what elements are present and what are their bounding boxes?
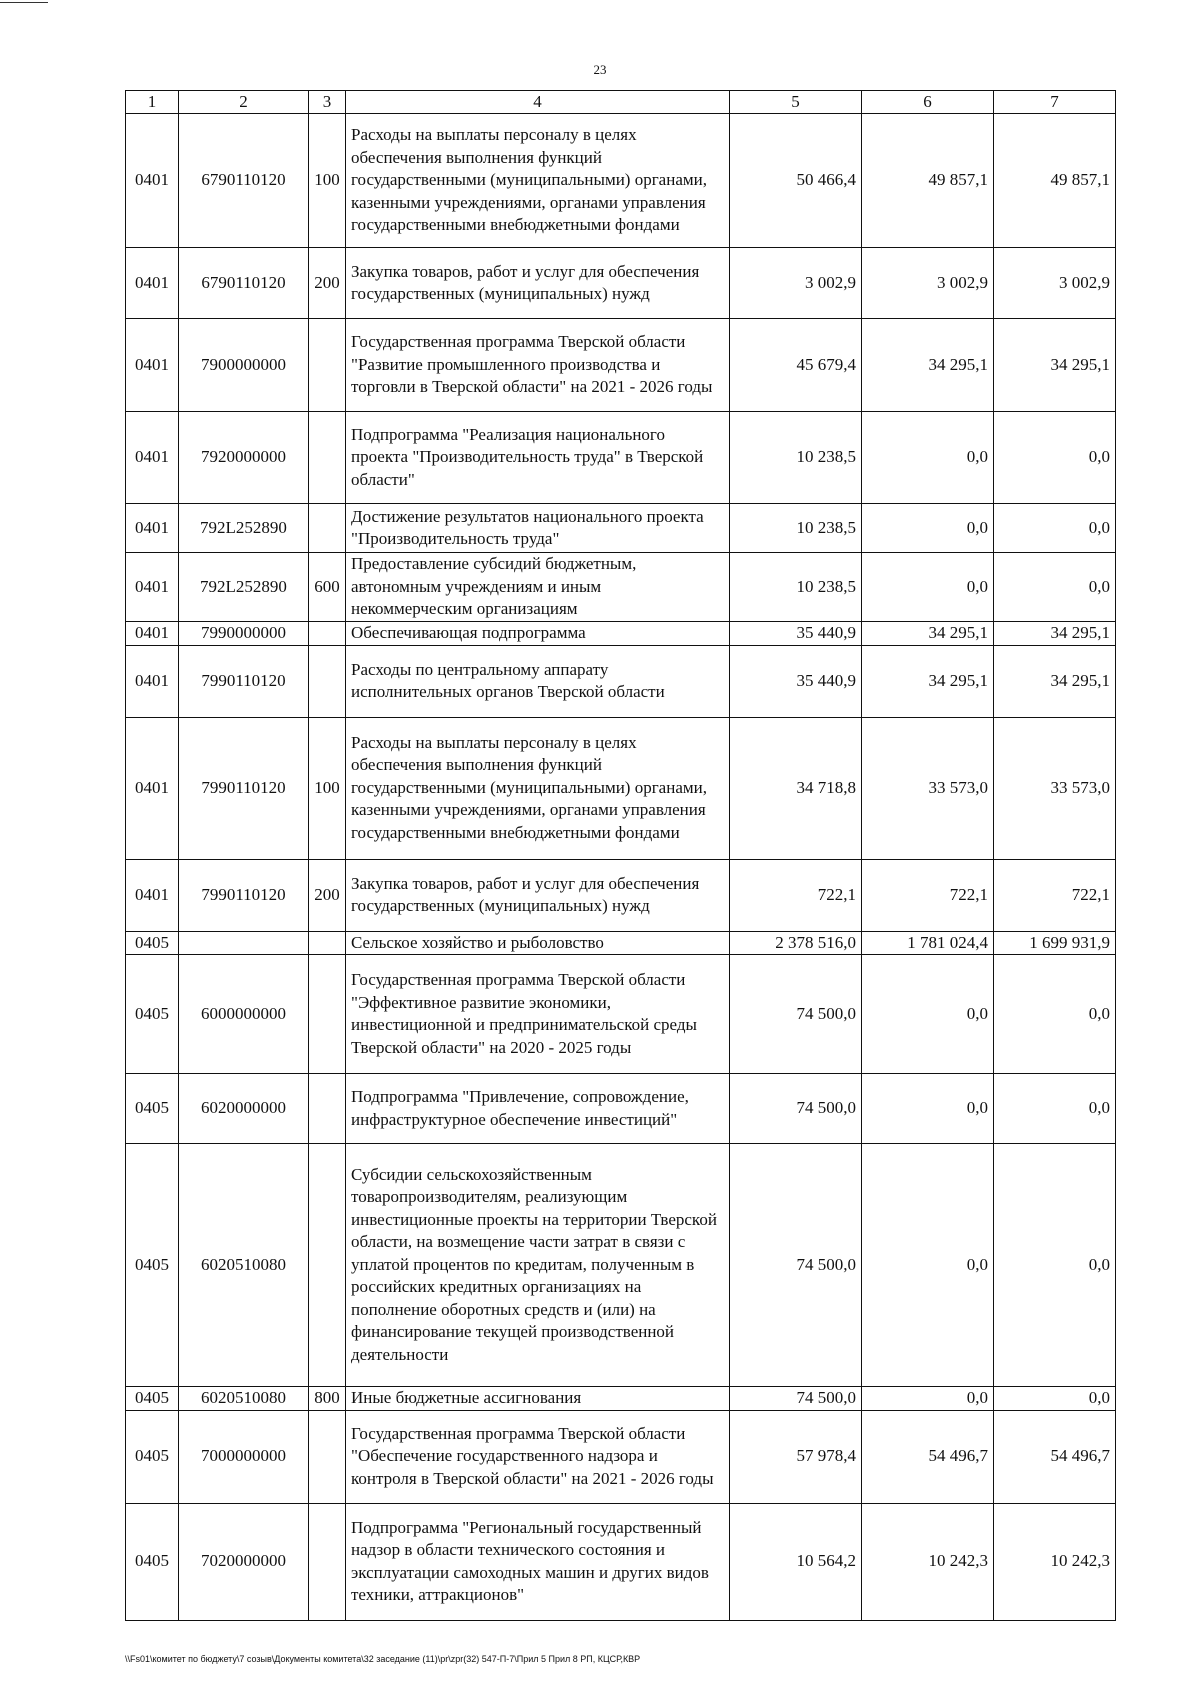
amount-col-5: 10 238,5 — [730, 504, 862, 553]
amount-col-7: 0,0 — [994, 1387, 1116, 1411]
amount-col-6: 34 295,1 — [862, 645, 994, 717]
amount-col-6: 49 857,1 — [862, 114, 994, 248]
column-header-3: 3 — [309, 91, 346, 114]
amount-col-7: 33 573,0 — [994, 717, 1116, 859]
table-row — [126, 955, 1116, 1074]
amount-col-6: 0,0 — [862, 1144, 994, 1387]
amount-col-6: 0,0 — [862, 553, 994, 622]
expense-type-code — [309, 931, 346, 955]
amount-col-5: 2 378 516,0 — [730, 931, 862, 955]
table-row — [126, 1387, 1116, 1411]
expense-type-code — [309, 319, 346, 412]
amount-col-7: 34 295,1 — [994, 319, 1116, 412]
amount-col-7: 0,0 — [994, 1144, 1116, 1387]
amount-col-7: 34 295,1 — [994, 645, 1116, 717]
section-code: 0405 — [126, 1074, 179, 1144]
amount-col-5: 74 500,0 — [730, 1387, 862, 1411]
row-description: Расходы на выплаты персоналу в целях обеспечения выполнения функций государственными (муниципальными) органами, казенными учреждениями, органами управления государственными внебюджетными фондами — [346, 717, 730, 859]
section-code: 0401 — [126, 645, 179, 717]
column-header-4: 4 — [346, 91, 730, 114]
amount-col-6: 10 242,3 — [862, 1503, 994, 1620]
footer-file-path: \\Fs01\комитет по бюджету\7 созыв\Документы комитета\32 заседание (11)\pr\zpr(32) 547-П-7\Прил 5 Прил 8 РП, КЦСР,КВР — [125, 1654, 641, 1664]
target-code: 6790110120 — [179, 114, 309, 248]
amount-col-7: 0,0 — [994, 504, 1116, 553]
expense-type-code: 800 — [309, 1387, 346, 1411]
amount-col-7: 0,0 — [994, 553, 1116, 622]
amount-col-6: 0,0 — [862, 412, 994, 504]
row-description: Закупка товаров, работ и услуг для обеспечения государственных (муниципальных) нужд — [346, 248, 730, 319]
amount-col-5: 57 978,4 — [730, 1410, 862, 1503]
row-description: Обеспечивающая подпрограмма — [346, 622, 730, 646]
amount-col-5: 74 500,0 — [730, 1074, 862, 1144]
amount-col-6: 34 295,1 — [862, 319, 994, 412]
amount-col-5: 35 440,9 — [730, 645, 862, 717]
section-code: 0401 — [126, 717, 179, 859]
target-code: 7990110120 — [179, 645, 309, 717]
table-row — [126, 412, 1116, 504]
expense-type-code — [309, 1144, 346, 1387]
column-header-7: 7 — [994, 91, 1116, 114]
table-row — [126, 504, 1116, 553]
amount-col-5: 10 564,2 — [730, 1503, 862, 1620]
table-row — [126, 622, 1116, 646]
section-code: 0401 — [126, 319, 179, 412]
amount-col-6: 3 002,9 — [862, 248, 994, 319]
amount-col-7: 0,0 — [994, 955, 1116, 1074]
section-code: 0405 — [126, 1144, 179, 1387]
expense-type-code: 200 — [309, 859, 346, 931]
table-row — [126, 1074, 1116, 1144]
row-description: Иные бюджетные ассигнования — [346, 1387, 730, 1411]
row-description: Закупка товаров, работ и услуг для обеспечения государственных (муниципальных) нужд — [346, 859, 730, 931]
amount-col-7: 1 699 931,9 — [994, 931, 1116, 955]
target-code: 7990000000 — [179, 622, 309, 646]
amount-col-7: 0,0 — [994, 1074, 1116, 1144]
column-header-2: 2 — [179, 91, 309, 114]
expense-type-code: 600 — [309, 553, 346, 622]
expense-type-code — [309, 622, 346, 646]
section-code: 0405 — [126, 1387, 179, 1411]
target-code: 6000000000 — [179, 955, 309, 1074]
section-code: 0401 — [126, 622, 179, 646]
amount-col-7: 54 496,7 — [994, 1410, 1116, 1503]
table-row — [126, 1503, 1116, 1620]
amount-col-6: 1 781 024,4 — [862, 931, 994, 955]
target-code: 792L252890 — [179, 553, 309, 622]
amount-col-5: 74 500,0 — [730, 1144, 862, 1387]
target-code: 7000000000 — [179, 1410, 309, 1503]
amount-col-5: 3 002,9 — [730, 248, 862, 319]
amount-col-6: 0,0 — [862, 1387, 994, 1411]
amount-col-6: 0,0 — [862, 504, 994, 553]
row-description: Государственная программа Тверской области "Развитие промышленного производства и торговли в Тверской области" на 2021 - 2026 годы — [346, 319, 730, 412]
expense-type-code — [309, 1503, 346, 1620]
section-code: 0405 — [126, 1503, 179, 1620]
amount-col-7: 10 242,3 — [994, 1503, 1116, 1620]
expense-type-code: 200 — [309, 248, 346, 319]
amount-col-5: 10 238,5 — [730, 553, 862, 622]
amount-col-5: 45 679,4 — [730, 319, 862, 412]
table-row — [126, 859, 1116, 931]
column-header-1: 1 — [126, 91, 179, 114]
section-code: 0401 — [126, 412, 179, 504]
column-header-6: 6 — [862, 91, 994, 114]
amount-col-6: 722,1 — [862, 859, 994, 931]
target-code: 6020000000 — [179, 1074, 309, 1144]
expense-type-code: 100 — [309, 717, 346, 859]
section-code: 0405 — [126, 1410, 179, 1503]
amount-col-6: 0,0 — [862, 955, 994, 1074]
row-description: Подпрограмма "Региональный государственный надзор в области технического состояния и эксплуатации самоходных машин и других видов техники, аттракционов" — [346, 1503, 730, 1620]
corner-scan-mark — [0, 2, 48, 3]
row-description: Субсидии сельскохозяйственным товаропроизводителям, реализующим инвестиционные проекты на территории Тверской области, на возмещение части затрат в связи с уплатой процентов по кредитам, полученным в российских кредитных организациях на пополнение оборотных средств и (или) на финансирование текущей производственной деятельности — [346, 1144, 730, 1387]
target-code — [179, 931, 309, 955]
section-code: 0405 — [126, 931, 179, 955]
target-code: 6020510080 — [179, 1144, 309, 1387]
amount-col-6: 0,0 — [862, 1074, 994, 1144]
amount-col-7: 34 295,1 — [994, 622, 1116, 646]
table-row — [126, 645, 1116, 717]
amount-col-6: 34 295,1 — [862, 622, 994, 646]
row-description: Государственная программа Тверской области "Обеспечение государственного надзора и контроля в Тверской области" на 2021 - 2026 годы — [346, 1410, 730, 1503]
page-number: 23 — [593, 62, 607, 77]
amount-col-6: 54 496,7 — [862, 1410, 994, 1503]
column-header-5: 5 — [730, 91, 862, 114]
amount-col-5: 35 440,9 — [730, 622, 862, 646]
expense-type-code: 100 — [309, 114, 346, 248]
amount-col-5: 10 238,5 — [730, 412, 862, 504]
target-code: 6790110120 — [179, 248, 309, 319]
row-description: Расходы на выплаты персоналу в целях обеспечения выполнения функций государственными (муниципальными) органами, казенными учреждениями, органами управления государственными внебюджетными фондами — [346, 114, 730, 248]
row-description: Расходы по центральному аппарату исполнительных органов Тверской области — [346, 645, 730, 717]
amount-col-7: 722,1 — [994, 859, 1116, 931]
expense-type-code — [309, 1410, 346, 1503]
table-row — [126, 717, 1116, 859]
table-row — [126, 1144, 1116, 1387]
row-description: Предоставление субсидий бюджетным, автономным учреждениям и иным некоммерческим организациям — [346, 553, 730, 622]
target-code: 6020510080 — [179, 1387, 309, 1411]
section-code: 0401 — [126, 114, 179, 248]
expense-type-code — [309, 504, 346, 553]
table-row — [126, 114, 1116, 248]
expense-type-code — [309, 645, 346, 717]
row-description: Достижение результатов национального проекта "Производительность труда" — [346, 504, 730, 553]
table-row — [126, 931, 1116, 955]
section-code: 0401 — [126, 553, 179, 622]
table-row — [126, 553, 1116, 622]
amount-col-5: 722,1 — [730, 859, 862, 931]
target-code: 7020000000 — [179, 1503, 309, 1620]
amount-col-7: 49 857,1 — [994, 114, 1116, 248]
table-row — [126, 319, 1116, 412]
row-description: Сельское хозяйство и рыболовство — [346, 931, 730, 955]
amount-col-7: 0,0 — [994, 412, 1116, 504]
row-description: Государственная программа Тверской области "Эффективное развитие экономики, инвестиционной и предпринимательской среды Тверской области" на 2020 - 2025 годы — [346, 955, 730, 1074]
row-description: Подпрограмма "Привлечение, сопровождение, инфраструктурное обеспечение инвестиций" — [346, 1074, 730, 1144]
table-row — [126, 1410, 1116, 1503]
expense-type-code — [309, 412, 346, 504]
budget-table — [125, 90, 1116, 1621]
target-code: 7990110120 — [179, 717, 309, 859]
table-row — [126, 248, 1116, 319]
target-code: 7900000000 — [179, 319, 309, 412]
section-code: 0401 — [126, 248, 179, 319]
section-code: 0401 — [126, 859, 179, 931]
amount-col-6: 33 573,0 — [862, 717, 994, 859]
target-code: 7990110120 — [179, 859, 309, 931]
section-code: 0401 — [126, 504, 179, 553]
expense-type-code — [309, 955, 346, 1074]
target-code: 7920000000 — [179, 412, 309, 504]
amount-col-5: 74 500,0 — [730, 955, 862, 1074]
section-code: 0405 — [126, 955, 179, 1074]
target-code: 792L252890 — [179, 504, 309, 553]
row-description: Подпрограмма "Реализация национального проекта "Производительность труда" в Тверской области" — [346, 412, 730, 504]
header-row — [126, 91, 1116, 114]
amount-col-7: 3 002,9 — [994, 248, 1116, 319]
amount-col-5: 34 718,8 — [730, 717, 862, 859]
expense-type-code — [309, 1074, 346, 1144]
amount-col-5: 50 466,4 — [730, 114, 862, 248]
